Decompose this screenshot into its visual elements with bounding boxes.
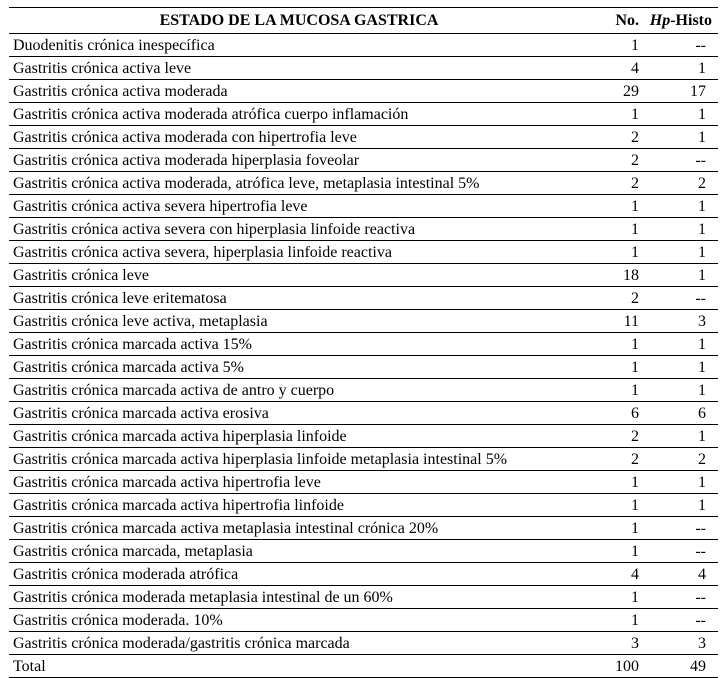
- table-row: [9, 241, 718, 264]
- row-count: 1: [589, 356, 639, 379]
- row-hp-histo: --: [639, 540, 718, 563]
- row-count: 2: [589, 287, 639, 310]
- row-diagnosis: Gastritis crónica activa moderada, atrófica leve, metaplasia intestinal 5%: [9, 172, 589, 195]
- row-diagnosis: Gastritis crónica leve eritematosa: [9, 287, 589, 310]
- row-count: 1: [589, 494, 639, 517]
- row-count: 1: [589, 586, 639, 609]
- row-diagnosis: Gastritis crónica moderada metaplasia intestinal de un 60%: [9, 586, 589, 609]
- table-row: [9, 172, 718, 195]
- table-row: [9, 448, 718, 471]
- header-row: [9, 8, 718, 34]
- row-count: 1: [589, 333, 639, 356]
- row-count: 1: [589, 34, 639, 57]
- header-hp-italic: Hp: [649, 12, 671, 29]
- row-diagnosis: Gastritis crónica marcada activa hiperplasia linfoide: [9, 425, 589, 448]
- row-hp-histo: 4: [639, 563, 718, 586]
- row-hp-histo: 1: [639, 195, 718, 218]
- row-hp-histo: 17: [639, 80, 718, 103]
- row-count: 4: [589, 57, 639, 80]
- table-row: [9, 310, 718, 333]
- row-count: 29: [589, 80, 639, 103]
- row-diagnosis: Gastritis crónica marcada activa hipertrofia linfoide: [9, 494, 589, 517]
- row-diagnosis: Gastritis crónica leve: [9, 264, 589, 287]
- table-container: [9, 7, 718, 678]
- row-hp-histo: 1: [639, 356, 718, 379]
- table-row: [9, 287, 718, 310]
- row-count: 11: [589, 310, 639, 333]
- table-row: [9, 586, 718, 609]
- row-hp-histo: 3: [639, 632, 718, 655]
- table-row: [9, 632, 718, 655]
- row-count: 2: [589, 448, 639, 471]
- table-row: [9, 264, 718, 287]
- header-mucosa-state: ESTADO DE LA MUCOSA GASTRICA: [9, 8, 589, 34]
- table-row: [9, 609, 718, 632]
- row-diagnosis: Gastritis crónica marcada activa hiperplasia linfoide metaplasia intestinal 5%: [9, 448, 589, 471]
- total-count: 100: [589, 655, 639, 678]
- table-row: [9, 379, 718, 402]
- table-row: [9, 356, 718, 379]
- row-hp-histo: 1: [639, 57, 718, 80]
- table-row: [9, 563, 718, 586]
- header-hp-histo: [639, 8, 718, 34]
- row-hp-histo: --: [639, 517, 718, 540]
- row-diagnosis: Gastritis crónica moderada. 10%: [9, 609, 589, 632]
- row-hp-histo: --: [639, 149, 718, 172]
- header-histo-suffix: -Histo: [670, 12, 712, 29]
- total-hp-histo: 49: [639, 655, 718, 678]
- total-label: Total: [9, 655, 589, 678]
- row-count: 1: [589, 218, 639, 241]
- table-row: [9, 218, 718, 241]
- row-hp-histo: --: [639, 287, 718, 310]
- row-diagnosis: Gastritis crónica activa leve: [9, 57, 589, 80]
- row-hp-histo: 1: [639, 241, 718, 264]
- row-hp-histo: 1: [639, 425, 718, 448]
- total-row: [9, 655, 718, 678]
- row-diagnosis: Gastritis crónica activa severa, hiperplasia linfoide reactiva: [9, 241, 589, 264]
- table-row: [9, 471, 718, 494]
- row-count: 1: [589, 471, 639, 494]
- row-hp-histo: 2: [639, 448, 718, 471]
- row-hp-histo: 1: [639, 471, 718, 494]
- row-count: 1: [589, 103, 639, 126]
- row-count: 1: [589, 517, 639, 540]
- row-diagnosis: Gastritis crónica marcada activa 15%: [9, 333, 589, 356]
- row-hp-histo: --: [639, 34, 718, 57]
- table-row: [9, 494, 718, 517]
- table-row: [9, 149, 718, 172]
- row-diagnosis: Gastritis crónica moderada atrófica: [9, 563, 589, 586]
- table-row: [9, 80, 718, 103]
- row-diagnosis: Gastritis crónica activa severa hipertrofia leve: [9, 195, 589, 218]
- table-row: [9, 333, 718, 356]
- row-diagnosis: Gastritis crónica marcada activa 5%: [9, 356, 589, 379]
- row-hp-histo: 1: [639, 379, 718, 402]
- row-count: 1: [589, 540, 639, 563]
- table-row: [9, 540, 718, 563]
- row-hp-histo: 1: [639, 264, 718, 287]
- row-diagnosis: Gastritis crónica activa moderada: [9, 80, 589, 103]
- gastric-mucosa-table: [9, 7, 718, 678]
- table-row: [9, 57, 718, 80]
- row-hp-histo: 1: [639, 218, 718, 241]
- row-hp-histo: 2: [639, 172, 718, 195]
- row-count: 2: [589, 425, 639, 448]
- row-count: 1: [589, 241, 639, 264]
- row-count: 1: [589, 609, 639, 632]
- row-hp-histo: 6: [639, 402, 718, 425]
- row-count: 2: [589, 126, 639, 149]
- row-count: 1: [589, 379, 639, 402]
- row-diagnosis: Gastritis crónica marcada, metaplasia: [9, 540, 589, 563]
- row-hp-histo: 1: [639, 333, 718, 356]
- table-row: [9, 103, 718, 126]
- table-row: [9, 195, 718, 218]
- row-diagnosis: Gastritis crónica activa moderada con hipertrofia leve: [9, 126, 589, 149]
- row-count: 18: [589, 264, 639, 287]
- row-diagnosis: Gastritis crónica marcada activa hipertrofia leve: [9, 471, 589, 494]
- table-row: [9, 402, 718, 425]
- row-diagnosis: Gastritis crónica moderada/gastritis crónica marcada: [9, 632, 589, 655]
- row-diagnosis: Gastritis crónica marcada activa metaplasia intestinal crónica 20%: [9, 517, 589, 540]
- row-diagnosis: Gastritis crónica activa moderada hiperplasia foveolar: [9, 149, 589, 172]
- header-count: No.: [589, 8, 639, 34]
- row-count: 2: [589, 172, 639, 195]
- row-count: 1: [589, 195, 639, 218]
- row-hp-histo: --: [639, 609, 718, 632]
- row-count: 3: [589, 632, 639, 655]
- row-hp-histo: 3: [639, 310, 718, 333]
- row-hp-histo: 1: [639, 494, 718, 517]
- row-count: 2: [589, 149, 639, 172]
- row-count: 6: [589, 402, 639, 425]
- row-diagnosis: Duodenitis crónica inespecífica: [9, 34, 589, 57]
- row-hp-histo: --: [639, 586, 718, 609]
- table-row: [9, 517, 718, 540]
- row-diagnosis: Gastritis crónica marcada activa de antro y cuerpo: [9, 379, 589, 402]
- row-hp-histo: 1: [639, 126, 718, 149]
- table-row: [9, 425, 718, 448]
- row-diagnosis: Gastritis crónica activa moderada atrófica cuerpo inflamación: [9, 103, 589, 126]
- row-hp-histo: 1: [639, 103, 718, 126]
- row-count: 4: [589, 563, 639, 586]
- row-diagnosis: Gastritis crónica activa severa con hiperplasia linfoide reactiva: [9, 218, 589, 241]
- row-diagnosis: Gastritis crónica leve activa, metaplasia: [9, 310, 589, 333]
- table-row: [9, 126, 718, 149]
- row-diagnosis: Gastritis crónica marcada activa erosiva: [9, 402, 589, 425]
- table-row: [9, 34, 718, 57]
